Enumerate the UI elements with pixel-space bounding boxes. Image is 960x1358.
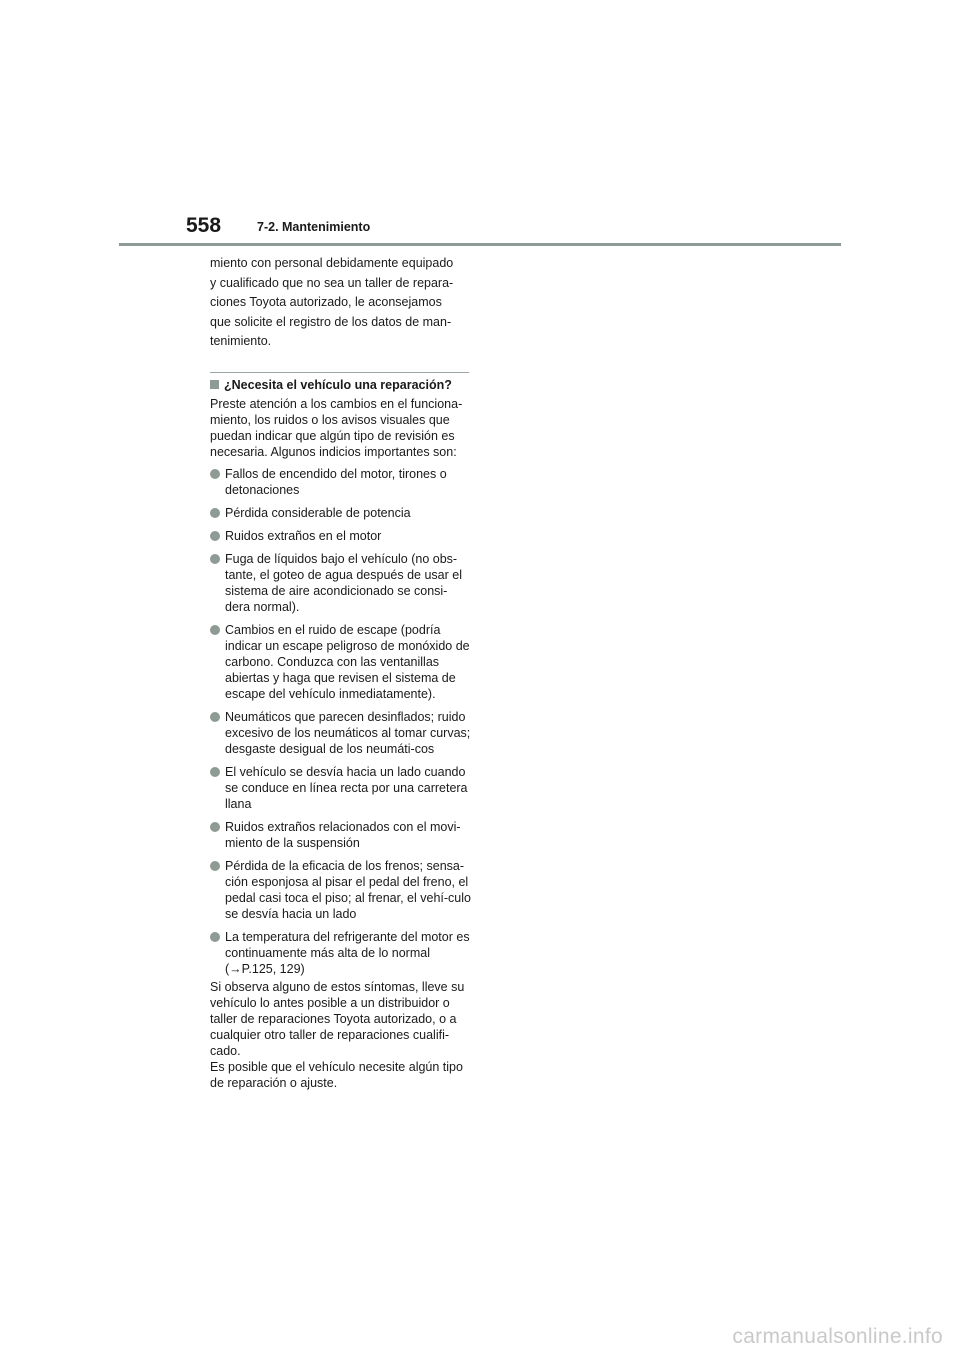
closing-text-1: Si observa alguno de estos síntomas, lleve su vehículo lo antes posible a un distribuidor o taller de reparaciones Toyota autorizado, o a cualquier otro taller de reparaciones cualifi-cado. <box>210 979 465 1058</box>
circle-bullet-icon <box>210 712 220 722</box>
circle-bullet-icon <box>210 767 220 777</box>
list-item <box>210 505 472 521</box>
list-item <box>210 466 472 498</box>
circle-bullet-icon <box>210 861 220 871</box>
list-item-text: Cambios en el ruido de escape (podría indicar un escape peligroso de monóxido de carbono. Conduzca con las ventanillas abiertas y haga que revisen el sistema de escape del vehículo inmediatamente). <box>225 622 470 701</box>
square-bullet-icon <box>210 380 219 389</box>
subsection-title: ¿Necesita el vehículo una reparación? <box>224 377 452 392</box>
section-title: 7-2. Mantenimiento <box>257 220 371 234</box>
intro-line: ciones Toyota autorizado, le aconsejamos <box>210 295 442 309</box>
list-item-text: Pérdida considerable de potencia <box>225 505 411 520</box>
intro-line: tenimiento. <box>210 334 272 348</box>
watermark-text: carmanualsonline.info <box>732 1325 943 1348</box>
list-item <box>210 819 472 851</box>
list-item-text: Fuga de líquidos bajo el vehículo (no obs-tante, el goteo de agua después de usar el sistema de aire acondicionado se consi-dera normal). <box>225 551 462 614</box>
list-item <box>210 622 472 702</box>
circle-bullet-icon <box>210 625 220 635</box>
list-item <box>210 709 472 757</box>
page-content <box>210 254 472 1091</box>
subsection-heading <box>210 378 472 392</box>
circle-bullet-icon <box>210 822 220 832</box>
list-item <box>210 764 472 812</box>
circle-bullet-icon <box>210 932 220 942</box>
symptom-list <box>210 466 472 977</box>
list-item <box>210 858 472 922</box>
list-item <box>210 929 472 977</box>
list-item-text: Pérdida de la eficacia de los frenos; sensa-ción esponjosa al pisar el pedal del freno, el pedal casi toca el piso; al frenar, el vehí-culo se desvía hacia un lado <box>225 858 471 921</box>
circle-bullet-icon <box>210 469 220 479</box>
list-item <box>210 528 472 544</box>
circle-bullet-icon <box>210 508 220 518</box>
list-item-text: Fallos de encendido del motor, tirones o detonaciones <box>225 466 447 497</box>
list-item-text: La temperatura del refrigerante del motor es continuamente más alta de lo normal (→P.125, 129) <box>225 929 470 976</box>
subsection-rule <box>210 372 469 373</box>
circle-bullet-icon <box>210 531 220 541</box>
page-number: 558 <box>186 214 222 237</box>
closing-text-2: Es posible que el vehículo necesite algún tipo de reparación o ajuste. <box>210 1059 463 1090</box>
list-item <box>210 551 472 615</box>
intro-line: que solicite el registro de los datos de man- <box>210 314 452 329</box>
list-item-text: Ruidos extraños en el motor <box>225 528 382 543</box>
subsection-intro: Preste atención a los cambios en el funciona-miento, los ruidos o los avisos visuales que puedan indicar que algún tipo de revisión es necesaria. Algunos indicios importantes son: <box>210 396 463 459</box>
list-item-text: Neumáticos que parecen desinflados; ruido excesivo de los neumáticos al tomar curvas; desgaste desigual de los neumáti-cos <box>225 709 471 756</box>
header-rule <box>119 243 841 246</box>
intro-line: miento con personal debidamente equipado <box>210 256 454 270</box>
list-item-text: Ruidos extraños relacionados con el movi-miento de la suspensión <box>225 819 461 850</box>
intro-line: y cualificado que no sea un taller de repara- <box>210 275 454 290</box>
circle-bullet-icon <box>210 554 220 564</box>
list-item-text: El vehículo se desvía hacia un lado cuando se conduce en línea recta por una carretera llana <box>225 764 468 811</box>
intro-paragraph <box>210 254 472 352</box>
closing-paragraph <box>210 979 472 1091</box>
